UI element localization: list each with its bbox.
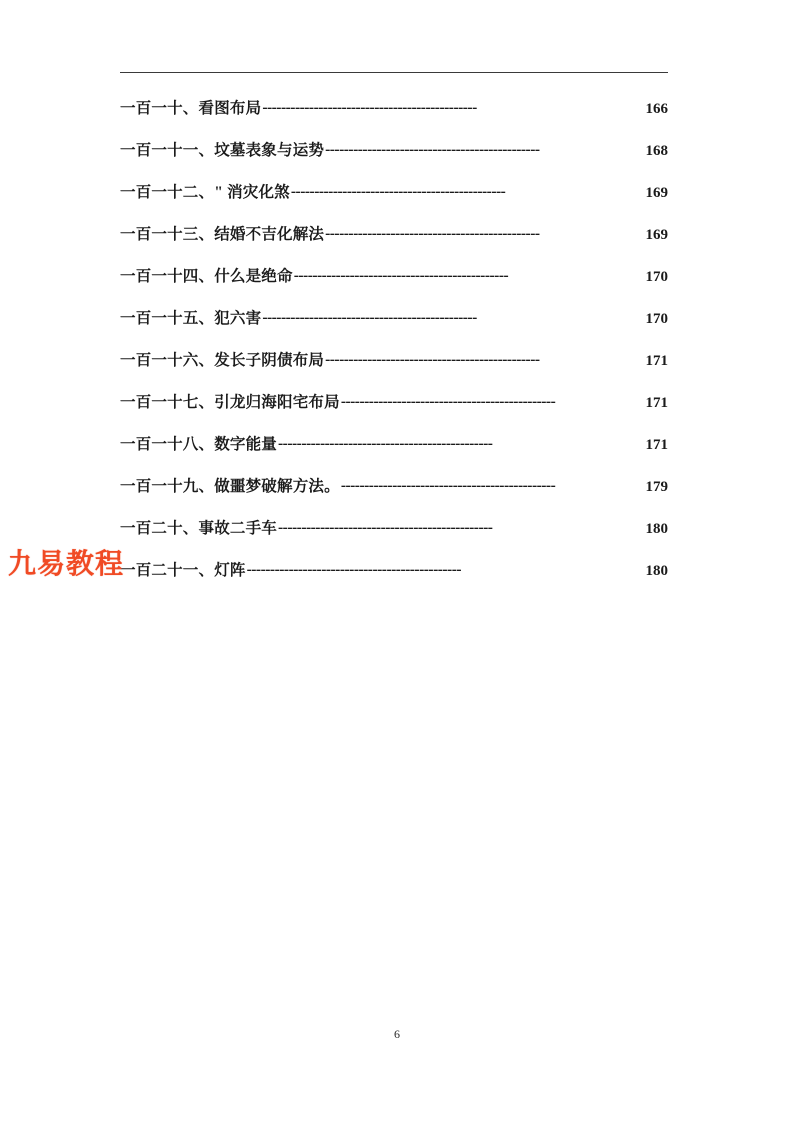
toc-entry-title: 一百一十六、发长子阴债布局 xyxy=(120,352,325,369)
toc-entry-title: 一百二十一、灯阵 xyxy=(120,562,246,579)
toc-entry[interactable] xyxy=(120,432,668,474)
watermark-logo: 九易教程 xyxy=(8,548,125,579)
toc-entry-title: 一百一十一、坟墓表象与运势 xyxy=(120,142,325,159)
toc-entry-page: 171 xyxy=(645,395,668,411)
toc-leader-dots: ---------------------------------------------- xyxy=(262,309,477,326)
toc-entry[interactable] xyxy=(120,222,668,264)
toc-leader-dots: ---------------------------------------------- xyxy=(246,561,462,578)
toc-entry[interactable] xyxy=(120,138,668,180)
toc-entry[interactable] xyxy=(120,306,668,348)
toc-entry-page: 179 xyxy=(645,479,668,495)
table-of-contents xyxy=(120,96,668,600)
toc-entry-title: 一百一十八、数字能量 xyxy=(120,436,278,453)
toc-leader-dots: ---------------------------------------------- xyxy=(325,225,540,242)
toc-entry-page: 169 xyxy=(645,185,668,201)
toc-leader-dots: ---------------------------------------------- xyxy=(325,141,540,158)
toc-entry-title: 一百一十七、引龙归海阳宅布局 xyxy=(120,394,340,411)
toc-entry[interactable] xyxy=(120,264,668,306)
header-divider xyxy=(120,72,668,73)
toc-entry-title: 一百二十、事故二手车 xyxy=(120,520,278,537)
toc-entry[interactable] xyxy=(120,390,668,432)
toc-entry-title: 一百一十三、结婚不吉化解法 xyxy=(120,226,325,243)
toc-entry-page: 168 xyxy=(645,143,668,159)
toc-entry-title: 一百一十四、什么是绝命 xyxy=(120,268,293,285)
toc-entry-title: 一百一十五、犯六害 xyxy=(120,310,262,327)
toc-entry-page: 170 xyxy=(645,269,668,285)
toc-leader-dots: ---------------------------------------------- xyxy=(278,519,493,536)
toc-entry-page: 171 xyxy=(645,437,668,453)
toc-entry[interactable] xyxy=(120,348,668,390)
page-number: 6 xyxy=(394,1027,400,1041)
toc-entry-page: 180 xyxy=(645,521,668,537)
toc-entry-page: 171 xyxy=(645,353,668,369)
toc-leader-dots: ---------------------------------------------- xyxy=(340,477,556,494)
toc-entry-page: 169 xyxy=(645,227,668,243)
toc-leader-dots: ---------------------------------------------- xyxy=(340,393,556,410)
toc-leader-dots: ---------------------------------------------- xyxy=(325,351,540,368)
toc-entry[interactable] xyxy=(120,474,668,516)
toc-leader-dots: ---------------------------------------------- xyxy=(290,183,506,200)
toc-entry-page: 180 xyxy=(645,563,668,579)
toc-entry-page: 170 xyxy=(645,311,668,327)
toc-leader-dots: ---------------------------------------------- xyxy=(293,267,509,284)
toc-entry[interactable] xyxy=(120,516,668,558)
toc-entry[interactable] xyxy=(120,180,668,222)
toc-leader-dots: ---------------------------------------------- xyxy=(278,435,493,452)
toc-leader-dots: ---------------------------------------------- xyxy=(262,99,477,116)
toc-entry-title: 一百一十二、" 消灾化煞 xyxy=(120,184,290,201)
toc-entry-page: 166 xyxy=(645,101,668,117)
toc-entry-title: 一百一十九、做噩梦破解方法。 xyxy=(120,478,340,495)
toc-entry[interactable] xyxy=(120,96,668,138)
toc-entry[interactable] xyxy=(120,558,668,600)
toc-entry-title: 一百一十、看图布局 xyxy=(120,100,262,117)
